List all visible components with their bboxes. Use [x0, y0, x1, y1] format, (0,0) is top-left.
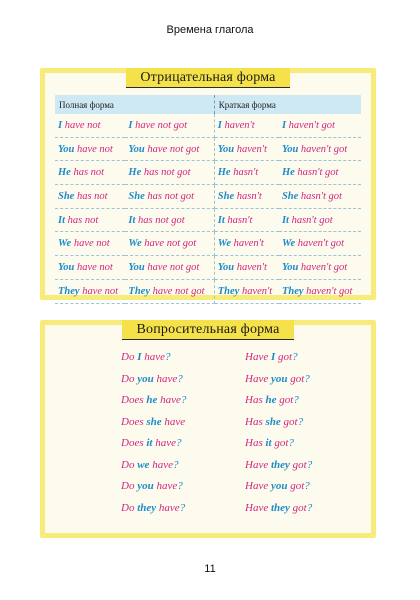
pronoun: he: [146, 394, 158, 406]
question-mark: ?: [304, 480, 310, 492]
pronoun: It: [281, 214, 289, 226]
question-mark: ?: [304, 372, 310, 385]
pronoun: You: [58, 143, 75, 155]
question-have: [121, 437, 245, 459]
verb-phrase: has not: [67, 214, 99, 226]
table-cell-short2: [279, 185, 361, 209]
main-verb: have: [144, 351, 165, 363]
question-mark: ?: [172, 458, 179, 471]
verb-phrase: hasn't: [227, 214, 253, 226]
table-row: [55, 185, 361, 209]
table-row: [55, 114, 361, 137]
pronoun: She: [128, 190, 145, 202]
table-cell-full1: [55, 279, 125, 303]
table-cell-short2: [279, 161, 361, 185]
question-row: [121, 480, 351, 502]
main-verb: got: [274, 437, 289, 449]
pronoun: she: [265, 415, 281, 428]
question-have: [121, 351, 245, 373]
pronoun: You: [217, 261, 235, 273]
main-verb: have: [156, 372, 178, 385]
table-row: [55, 279, 361, 303]
table-cell-short1: [214, 161, 279, 185]
negative-form-table: [55, 95, 361, 304]
verb-phrase: have not: [82, 285, 119, 297]
verb-phrase: hasn't got: [300, 190, 342, 202]
pronoun: She: [58, 190, 75, 202]
question-have-got: [245, 480, 351, 502]
question-have-got: [245, 437, 351, 459]
verb-phrase: haven't: [224, 119, 255, 131]
pronoun: We: [217, 238, 231, 250]
table-row: [55, 161, 361, 185]
pronoun: I: [217, 119, 222, 131]
aux-verb: Has: [245, 394, 263, 406]
verb-phrase: have not got: [147, 143, 200, 155]
table-cell-full1: [55, 185, 125, 209]
verb-phrase: has not got: [147, 190, 195, 202]
pronoun: they: [270, 501, 290, 514]
aux-verb: Have: [245, 458, 269, 471]
pronoun: It: [58, 214, 66, 226]
table-row: [55, 256, 361, 280]
pronoun: They: [128, 285, 150, 297]
verb-phrase: haven't: [236, 261, 267, 273]
verb-phrase: has not got: [138, 214, 185, 226]
pronoun: it: [265, 437, 272, 449]
table-cell-short2: [279, 137, 361, 161]
table-cell-full2: [125, 279, 214, 303]
table-cell-short1: [214, 114, 279, 137]
verb-phrase: have not got: [152, 285, 205, 297]
question-mark: ?: [177, 372, 183, 385]
table-cell-full1: [55, 208, 125, 232]
question-have-got: [245, 502, 351, 524]
pronoun: They: [281, 285, 304, 297]
table-cell-full1: [55, 137, 125, 161]
pronoun: I: [281, 119, 287, 131]
verb-phrase: haven't got: [306, 285, 353, 297]
negative-form-title-band: [45, 68, 371, 85]
table-cell-full1: [55, 114, 125, 137]
pronoun: She: [217, 190, 235, 202]
aux-verb: Do: [121, 480, 135, 492]
main-verb: got: [278, 351, 293, 363]
question-form-title: Вопросительная форма: [122, 320, 293, 340]
main-verb: got: [290, 480, 305, 492]
question-form-title-band: [45, 320, 371, 337]
question-mark: ?: [180, 394, 187, 406]
question-row: [121, 437, 351, 459]
pronoun: I: [270, 351, 276, 363]
question-have-got: [245, 416, 351, 438]
verb-phrase: haven't got: [300, 261, 348, 273]
pronoun: We: [128, 238, 142, 250]
pronoun: She: [281, 190, 299, 202]
question-have-got: [245, 394, 351, 416]
aux-verb: Have: [245, 372, 269, 385]
aux-verb: Have: [245, 351, 269, 363]
question-row: [121, 373, 351, 395]
pronoun: We: [281, 238, 296, 250]
aux-verb: Do: [121, 501, 135, 514]
verb-phrase: have not: [64, 119, 101, 131]
pronoun: He: [281, 167, 295, 179]
pronoun: he: [265, 394, 277, 406]
pronoun: We: [58, 238, 72, 250]
pronoun: we: [137, 458, 150, 471]
pronoun: you: [137, 372, 154, 385]
table-cell-full2: [125, 185, 214, 209]
main-verb: have: [152, 458, 173, 471]
pronoun: He: [128, 167, 142, 179]
pronoun: she: [146, 415, 162, 428]
question-form-list: [121, 351, 351, 523]
question-have-got: [245, 351, 351, 373]
question-have-got: [245, 373, 351, 395]
table-cell-short2: [279, 208, 361, 232]
question-mark: ?: [179, 501, 186, 514]
table-cell-full2: [125, 137, 214, 161]
verb-phrase: have not: [73, 238, 110, 250]
pronoun: You: [58, 261, 75, 273]
verb-phrase: have not got: [147, 261, 200, 273]
table-cell-short2: [279, 114, 361, 137]
question-mark: ?: [292, 351, 298, 363]
main-verb: got: [292, 458, 307, 471]
aux-verb: Do: [121, 372, 135, 385]
table-header-row: [55, 95, 361, 114]
main-verb: got: [279, 394, 294, 406]
table-cell-full2: [125, 256, 214, 280]
main-verb: got: [283, 415, 298, 428]
pronoun: It: [217, 214, 225, 226]
pronoun: I: [128, 119, 133, 131]
verb-phrase: hasn't: [233, 167, 259, 179]
verb-phrase: haven't got: [297, 238, 345, 250]
aux-verb: Does: [121, 415, 144, 428]
verb-phrase: haven't: [236, 143, 267, 155]
verb-phrase: have not: [76, 143, 113, 155]
table-cell-short2: [279, 256, 361, 280]
verb-phrase: haven't: [241, 285, 273, 297]
pronoun: You: [128, 143, 145, 155]
table-cell-full1: [55, 232, 125, 256]
aux-verb: Has: [245, 415, 263, 428]
aux-verb: Does: [121, 394, 144, 406]
table-row: [55, 137, 361, 161]
verb-phrase: haven't got: [300, 143, 348, 155]
question-mark: ?: [293, 394, 299, 406]
negative-form-title: Отрицательная форма: [126, 68, 289, 88]
pronoun: I: [58, 119, 63, 131]
table-cell-short2: [279, 279, 361, 303]
verb-phrase: has not: [76, 190, 108, 202]
pronoun: You: [128, 261, 145, 273]
question-mark: ?: [177, 480, 183, 492]
table-cell-short1: [214, 137, 279, 161]
verb-phrase: haven't got: [288, 119, 335, 131]
pronoun: You: [281, 261, 299, 273]
negative-form-section: [40, 68, 376, 300]
question-mark: ?: [165, 351, 171, 363]
table-cell-short2: [279, 232, 361, 256]
column-header-full: Полная форма: [55, 95, 214, 114]
verb-phrase: haven't: [233, 238, 264, 250]
verb-phrase: hasn't got: [291, 214, 333, 226]
table-cell-full2: [125, 208, 214, 232]
question-have-got: [245, 459, 351, 481]
pronoun: You: [217, 143, 235, 155]
pronoun: It: [128, 214, 136, 226]
pronoun: they: [270, 458, 290, 471]
table-row: [55, 232, 361, 256]
question-have: [121, 416, 245, 438]
question-mark: ?: [306, 501, 313, 514]
table-cell-short1: [214, 232, 279, 256]
question-row: [121, 394, 351, 416]
main-verb: got: [290, 372, 305, 385]
table-cell-full1: [55, 161, 125, 185]
question-form-section: [40, 320, 376, 538]
question-have: [121, 373, 245, 395]
table-cell-short1: [214, 256, 279, 280]
column-header-short: Краткая форма: [214, 95, 361, 114]
pronoun: He: [58, 167, 71, 179]
page-number: 11: [204, 563, 216, 575]
question-have: [121, 502, 245, 524]
table-cell-full1: [55, 256, 125, 280]
question-mark: ?: [306, 458, 313, 471]
table-cell-full2: [125, 114, 214, 137]
table-cell-short1: [214, 185, 279, 209]
question-mark: ?: [288, 437, 294, 449]
verb-phrase: hasn't got: [297, 167, 339, 179]
pronoun: You: [281, 143, 299, 155]
main-verb: have: [156, 480, 178, 492]
main-verb: have: [164, 415, 186, 428]
aux-verb: Has: [245, 437, 263, 449]
verb-phrase: have not got: [144, 238, 197, 250]
pronoun: He: [217, 167, 231, 179]
question-row: [121, 416, 351, 438]
aux-verb: Do: [121, 458, 135, 471]
aux-verb: Do: [121, 351, 135, 363]
pronoun: They: [217, 285, 240, 297]
verb-phrase: hasn't: [236, 190, 262, 202]
verb-phrase: have not got: [135, 119, 188, 131]
question-mark: ?: [176, 437, 182, 449]
table-row: [55, 208, 361, 232]
pronoun: I: [137, 351, 142, 363]
question-have: [121, 480, 245, 502]
question-have: [121, 459, 245, 481]
main-verb: have: [160, 394, 181, 406]
table-cell-short1: [214, 208, 279, 232]
pronoun: it: [146, 437, 153, 449]
verb-phrase: has not: [73, 167, 105, 179]
main-verb: have: [155, 437, 176, 449]
table-cell-full2: [125, 232, 214, 256]
question-have: [121, 394, 245, 416]
pronoun: you: [270, 480, 288, 492]
pronoun: you: [137, 480, 154, 492]
question-row: [121, 502, 351, 524]
question-row: [121, 351, 351, 373]
table-cell-full2: [125, 161, 214, 185]
main-verb: have: [158, 501, 180, 514]
aux-verb: Have: [245, 501, 269, 514]
aux-verb: Does: [121, 437, 144, 449]
table-cell-short1: [214, 279, 279, 303]
verb-phrase: has not got: [143, 167, 191, 179]
aux-verb: Have: [245, 480, 269, 492]
question-row: [121, 459, 351, 481]
verb-phrase: have not: [76, 261, 113, 273]
page-header: Времена глагола: [166, 24, 254, 36]
main-verb: got: [292, 501, 307, 514]
pronoun: they: [137, 501, 157, 514]
pronoun: They: [58, 285, 80, 297]
pronoun: you: [270, 372, 288, 385]
question-mark: ?: [297, 415, 304, 428]
